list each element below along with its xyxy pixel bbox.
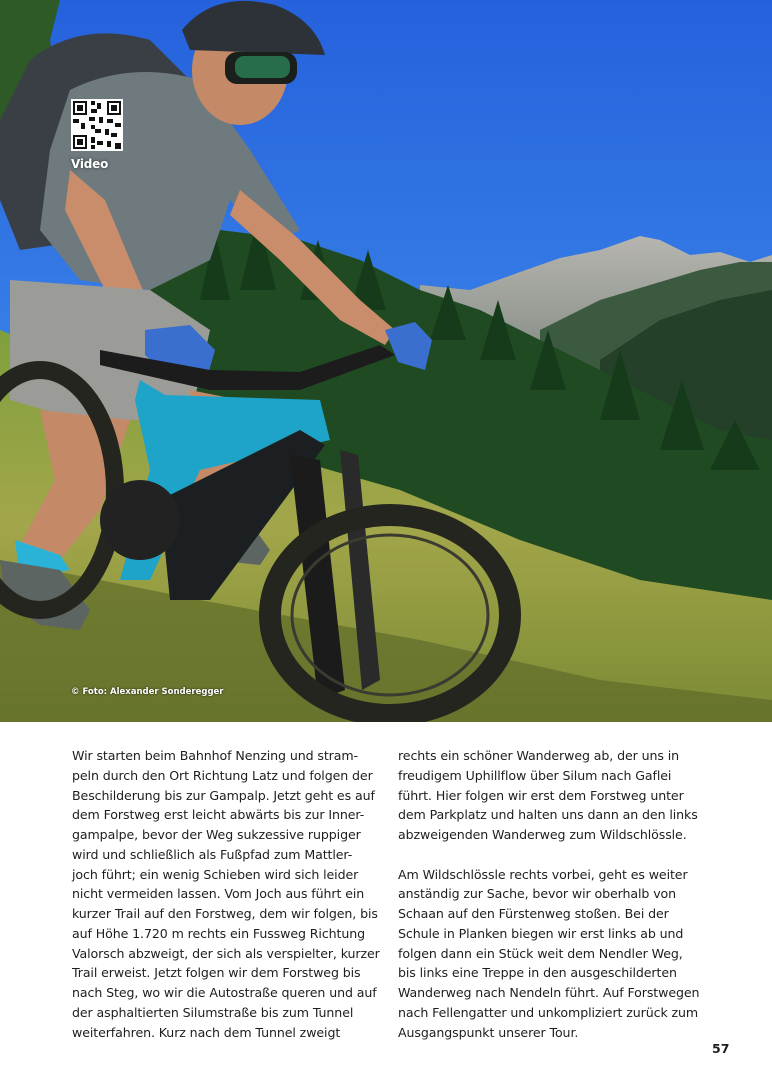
text-line: kurzer Trail auf den Forstweg, dem wir folgen, bis — [72, 906, 378, 921]
text-line: Valorsch abzweigt, der sich als verspielter, kurzer — [72, 945, 380, 961]
photo-credit: © Foto: Alexander Sonderegger — [71, 687, 224, 697]
text-line: abzweigenden Wanderweg zum Wildschlössle. — [398, 827, 687, 842]
text-line: nicht vermeiden lassen. Vom Joch aus führt ein — [72, 886, 365, 902]
qr-code[interactable] — [71, 99, 123, 151]
text-line: Ausgangspunkt unserer Tour. — [398, 1024, 579, 1040]
article-column-left — [72, 746, 380, 1042]
text-line: rechts ein schöner Wanderweg ab, der uns in — [398, 748, 680, 763]
text-line: dem Forstweg erst leicht abwärts bis zur Inner- — [72, 807, 365, 823]
text-line: wird und schließlich als Fußpfad zum Mattler- — [72, 846, 353, 862]
text-line: Beschilderung bis zur Gampalp. Jetzt geht es auf — [72, 787, 375, 803]
text-line: Schule in Planken biegen wir erst links ab und — [398, 925, 684, 941]
text-line: auf Höhe 1.720 m rechts ein Fussweg Richtung — [72, 925, 366, 941]
text-line: Schaan auf den Fürstenweg stoßen. Bei der — [398, 906, 669, 921]
qr-video-label: Video — [71, 157, 109, 171]
text-line: der asphaltierten Silumstraße bis zum Tunnel — [72, 1004, 354, 1020]
text-line: folgen dann ein Stück weit dem Nendler Weg, — [398, 945, 683, 961]
text-line: peln durch den Ort Richtung Latz und folgen der — [72, 767, 373, 783]
text-line: Trail erweist. Jetzt folgen wir dem Forstweg bis — [72, 965, 361, 981]
text-line: Wanderweg nach Nendeln führt. Auf Forstwegen — [398, 985, 700, 1000]
text-line: anständig zur Sache, bevor wir oberhalb von — [398, 886, 677, 902]
page-number: 57 — [712, 1041, 730, 1056]
text-line: führt. Hier folgen wir erst dem Forstweg unter — [398, 787, 684, 803]
text-line: Am Wildschlössle rechts vorbei, geht es weiter — [398, 866, 688, 882]
text-line: Wir starten beim Bahnhof Nenzing und stram- — [72, 748, 358, 763]
text-line: gampalpe, bevor der Weg sukzessive ruppiger — [72, 827, 361, 842]
text-line: weiterfahren. Kurz nach dem Tunnel zweigt — [72, 1024, 341, 1040]
text-line: freudigem Uphillflow über Silum nach Gaflei — [398, 767, 672, 783]
text-line: joch führt; ein wenig Schieben wird sich leider — [72, 866, 359, 882]
paragraph-gap — [398, 845, 718, 865]
text-line: nach Steg, wo wir die Autostraße queren und auf — [72, 985, 377, 1000]
article-column-right — [398, 746, 718, 1042]
text-line: dem Parkplatz und halten uns dann an den links — [398, 807, 698, 823]
text-line: nach Fellengatter und unkompliziert zurück zum — [398, 1004, 699, 1020]
text-line: bis links eine Treppe in den ausgeschilderten — [398, 965, 677, 981]
